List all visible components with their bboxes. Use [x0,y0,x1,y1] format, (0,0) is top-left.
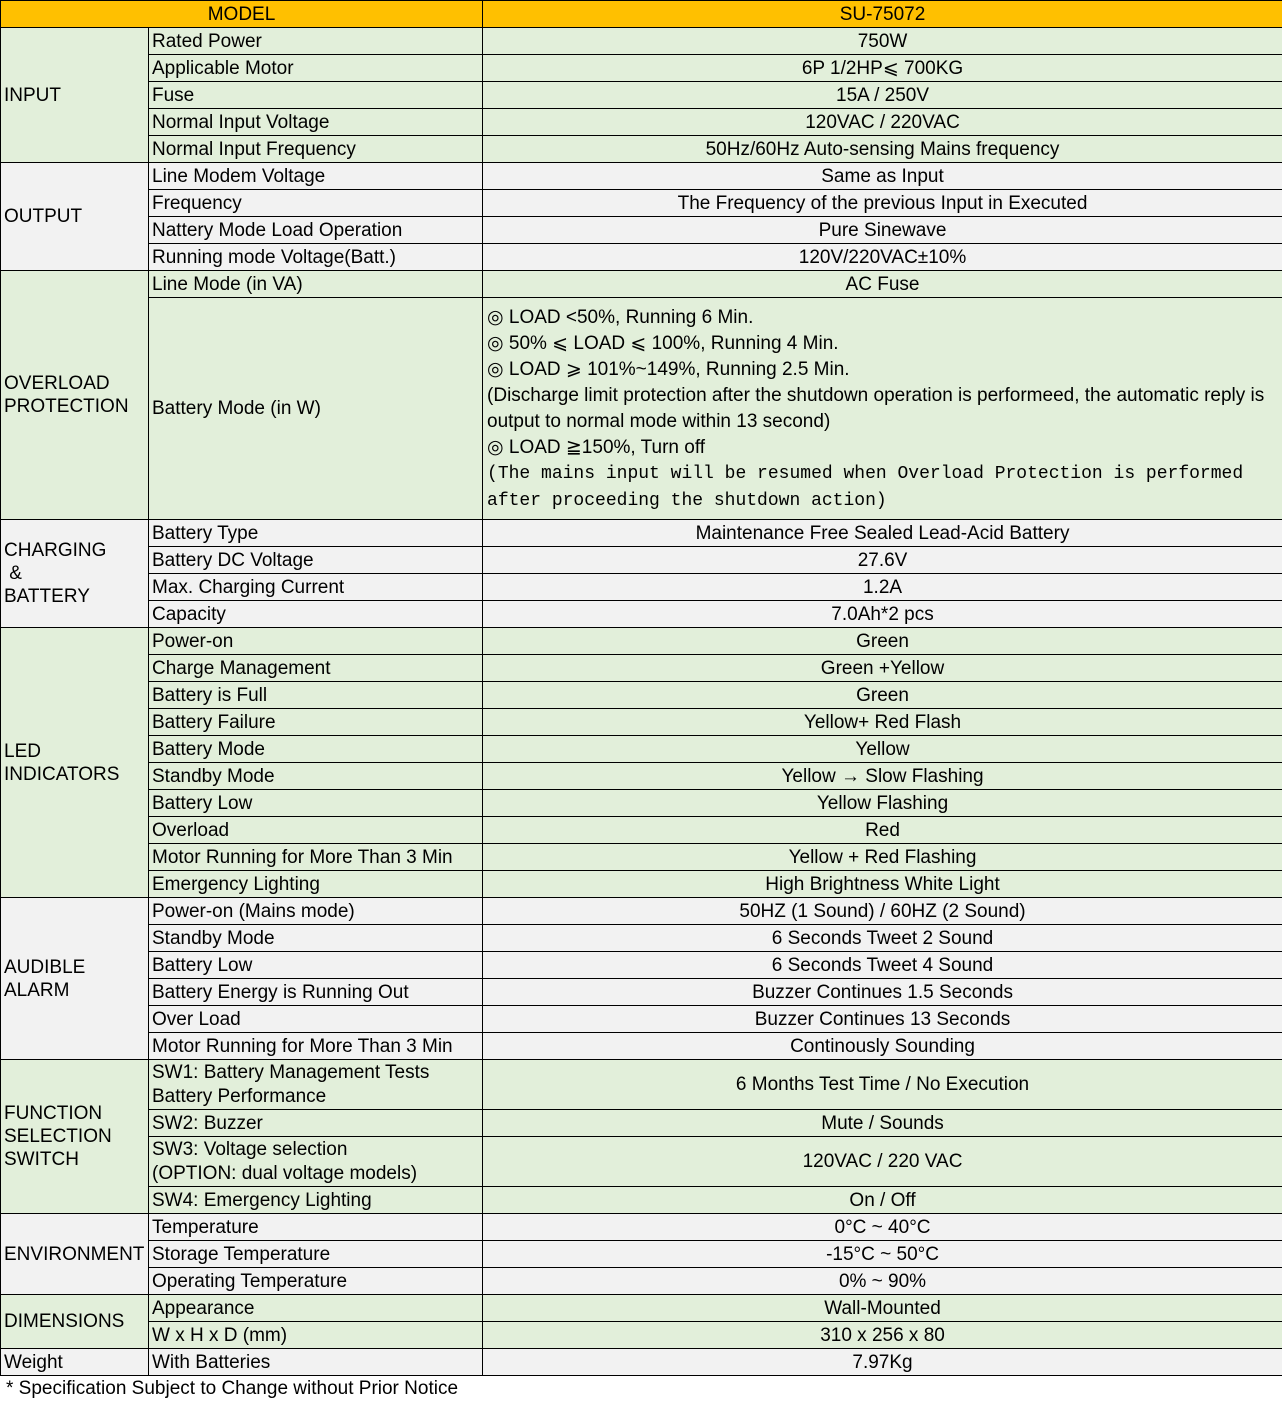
spec-label: SW4: Emergency Lighting [149,1187,483,1214]
spec-label [149,1060,483,1110]
spec-label: Applicable Motor [149,55,483,82]
spec-value: Continously Sounding [483,1033,1282,1060]
group-name-line: BATTERY [4,586,90,607]
spec-value: The Frequency of the previous Input in Executed [483,190,1282,217]
table-row [1,790,1282,817]
spec-value: 50HZ (1 Sound) / 60HZ (2 Sound) [483,898,1282,925]
group-name-line: OVERLOAD [4,373,110,394]
table-row [1,1137,1282,1187]
spec-value: Yellow + Red Flashing [483,844,1282,871]
table-row [1,109,1282,136]
table-row [1,136,1282,163]
spec-value: 7.97Kg [483,1349,1282,1376]
table-row [1,844,1282,871]
spec-label: W x H x D (mm) [149,1322,483,1349]
table-row [1,55,1282,82]
spec-label: Battery Mode (in W) [149,298,483,520]
table-row [1,1006,1282,1033]
group-name-line: LED [4,740,41,762]
group-function-selection-switch [1,1060,149,1214]
note-line: (Discharge limit protection after the shutdown operation is performeed, the automatic reply is output to normal mode within 13 second) [487,384,1265,432]
spec-value: 27.6V [483,547,1282,574]
spec-value: Yellow → Slow Flashing [483,763,1282,790]
table-row [1,682,1282,709]
spec-label-line: Battery Performance [152,1085,327,1107]
spec-label: Appearance [149,1295,483,1322]
table-row [1,163,1282,190]
spec-label: Running mode Voltage(Batt.) [149,244,483,271]
spec-label: Nattery Mode Load Operation [149,217,483,244]
note-line: ◎ LOAD ⩾ 101%~149%, Running 2.5 Min. [487,358,850,380]
spec-value: Green [483,628,1282,655]
group-charging-battery [1,520,149,628]
spec-value: 120VAC / 220VAC [483,109,1282,136]
table-row [1,628,1282,655]
note-line: ◎ LOAD <50%, Running 6 Min. [487,306,754,328]
spec-label: Standby Mode [149,763,483,790]
group-led-indicators [1,628,149,898]
spec-value: Red [483,817,1282,844]
spec-value: 6P 1/2HP⩽ 700KG [483,55,1282,82]
group-name-line: INDICATORS [4,763,120,785]
group-name-line: AUDIBLE [4,956,86,978]
spec-label: Battery Low [149,952,483,979]
spec-value: On / Off [483,1187,1282,1214]
table-row [1,574,1282,601]
table-row [1,1214,1282,1241]
spec-value: 120VAC / 220 VAC [483,1137,1282,1187]
group-dimensions: DIMENSIONS [1,1295,149,1349]
spec-label: Emergency Lighting [149,871,483,898]
table-row [1,1322,1282,1349]
table-row [1,1295,1282,1322]
group-name-line: CHARGING [4,540,107,561]
spec-label: Charge Management [149,655,483,682]
table-row [1,1187,1282,1214]
spec-label: Standby Mode [149,925,483,952]
spec-label: Temperature [149,1214,483,1241]
spec-label-line: SW3: Voltage selection [152,1138,348,1160]
spec-value: 50Hz/60Hz Auto-sensing Mains frequency [483,136,1282,163]
table-row [1,601,1282,628]
group-weight: Weight [1,1349,149,1376]
spec-value: Maintenance Free Sealed Lead-Acid Battery [483,520,1282,547]
spec-value: Same as Input [483,163,1282,190]
spec-value: High Brightness White Light [483,871,1282,898]
spec-label: Motor Running for More Than 3 Min [149,1033,483,1060]
spec-value: AC Fuse [483,271,1282,298]
group-name-line: FUNCTION [4,1103,103,1124]
spec-label: Capacity [149,601,483,628]
spec-label: Normal Input Voltage [149,109,483,136]
spec-value: Buzzer Continues 1.5 Seconds [483,979,1282,1006]
table-row [1,1241,1282,1268]
spec-value: Yellow [483,736,1282,763]
table-row [1,520,1282,547]
spec-value: 6 Seconds Tweet 2 Sound [483,925,1282,952]
spec-label: Frequency [149,190,483,217]
spec-label: Overload [149,817,483,844]
spec-label [149,1137,483,1187]
spec-label: Battery Mode [149,736,483,763]
spec-value: 1.2A [483,574,1282,601]
group-name-line: PROTECTION [4,396,129,417]
spec-label: Over Load [149,1006,483,1033]
spec-value: 120V/220VAC±10% [483,244,1282,271]
table-row [1,82,1282,109]
model-label: MODEL [1,1,483,28]
group-environment: ENVIRONMENT [1,1214,149,1295]
table-row [1,952,1282,979]
table-row [1,1060,1282,1110]
spec-label: Operating Temperature [149,1268,483,1295]
spec-label: Battery is Full [149,682,483,709]
spec-label: Battery Type [149,520,483,547]
note-line: ◎ 50% ⩽ LOAD ⩽ 100%, Running 4 Min. [487,332,839,354]
spec-label: Line Mode (in VA) [149,271,483,298]
spec-value: 6 Months Test Time / No Execution [483,1060,1282,1110]
table-row [1,925,1282,952]
spec-label: Power-on [149,628,483,655]
group-name-line: SWITCH [4,1149,79,1170]
model-value: SU-75072 [483,1,1282,28]
spec-value: 7.0Ah*2 pcs [483,601,1282,628]
spec-label: Battery Low [149,790,483,817]
spec-label: Rated Power [149,28,483,55]
spec-value: 0% ~ 90% [483,1268,1282,1295]
spec-value: Wall-Mounted [483,1295,1282,1322]
table-row [1,217,1282,244]
note-line: (The mains input will be resumed when Overload Protection is performed after proceeding the shutdown action) [487,463,1244,511]
spec-label: SW2: Buzzer [149,1110,483,1137]
group-output: OUTPUT [1,163,149,271]
table-row [1,547,1282,574]
table-row [1,1349,1282,1376]
spec-label: Fuse [149,82,483,109]
table-row [1,244,1282,271]
group-input: INPUT [1,28,149,163]
note-line: ◎ LOAD ≧150%, Turn off [487,436,706,458]
spec-value: 15A / 250V [483,82,1282,109]
spec-label: Battery Failure [149,709,483,736]
spec-value: Green +Yellow [483,655,1282,682]
table-row [1,298,1282,520]
table-row [1,190,1282,217]
table-row [1,28,1282,55]
table-row [1,1033,1282,1060]
spec-value: Buzzer Continues 13 Seconds [483,1006,1282,1033]
spec-value: Yellow Flashing [483,790,1282,817]
spec-label: Power-on (Mains mode) [149,898,483,925]
group-name-line: & [4,563,22,584]
spec-label-line: SW1: Battery Management Tests [152,1061,430,1083]
spec-value: Yellow+ Red Flash [483,709,1282,736]
spec-value: Pure Sinewave [483,217,1282,244]
spec-value: Green [483,682,1282,709]
spec-label: Normal Input Frequency [149,136,483,163]
group-name-line: ALARM [4,979,70,1001]
header-row [1,1,1282,28]
spec-value: 310 x 256 x 80 [483,1322,1282,1349]
spec-label: Storage Temperature [149,1241,483,1268]
table-row [1,898,1282,925]
table-row [1,1268,1282,1295]
spec-value: 0°C ~ 40°C [483,1214,1282,1241]
spec-label: Max. Charging Current [149,574,483,601]
table-row [1,736,1282,763]
spec-value: Mute / Sounds [483,1110,1282,1137]
spec-label: With Batteries [149,1349,483,1376]
spec-label: Battery DC Voltage [149,547,483,574]
group-overload-protection [1,271,149,520]
table-row [1,709,1282,736]
spec-label-line: (OPTION: dual voltage models) [152,1162,418,1184]
table-row [1,871,1282,898]
table-row [1,1110,1282,1137]
table-row [1,763,1282,790]
spec-value: 750W [483,28,1282,55]
table-row [1,271,1282,298]
overload-notes [483,298,1282,520]
spec-label: Battery Energy is Running Out [149,979,483,1006]
table-row [1,655,1282,682]
table-row [1,817,1282,844]
spec-label: Line Modem Voltage [149,163,483,190]
group-name-line: SELECTION [4,1126,112,1147]
group-audible-alarm [1,898,149,1060]
spec-value: 6 Seconds Tweet 4 Sound [483,952,1282,979]
footnote: * Specification Subject to Change without Prior Notice [6,1378,459,1399]
table-row [1,979,1282,1006]
spec-label: Motor Running for More Than 3 Min [149,844,483,871]
spec-value: -15°C ~ 50°C [483,1241,1282,1268]
